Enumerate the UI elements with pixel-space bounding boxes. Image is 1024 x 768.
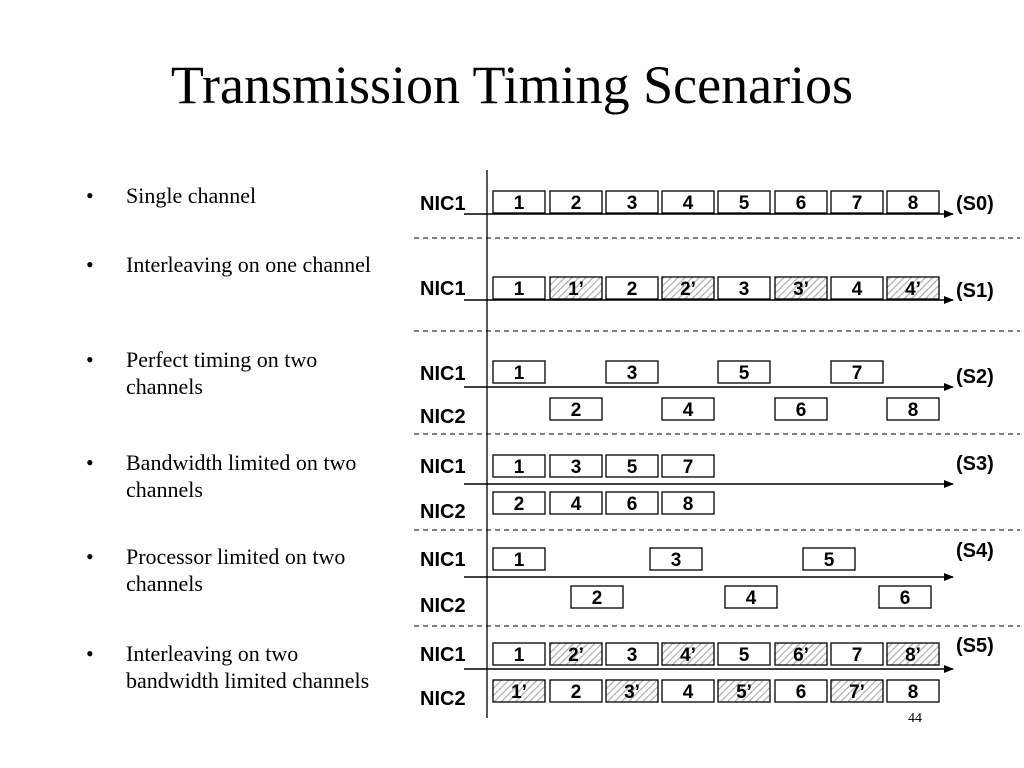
packet-label: 7 (682, 457, 694, 478)
packet-label: 2 (626, 279, 638, 300)
packet-label: 1 (513, 550, 525, 571)
packet-label: 1 (513, 193, 525, 214)
packet-label: 4 (682, 400, 694, 421)
bullet-dot: • (86, 450, 94, 475)
packet-label: 3 (570, 457, 582, 478)
packet-label: 8’ (905, 645, 921, 666)
packet-label: 2’ (680, 279, 696, 300)
packet-label: 8 (907, 400, 919, 421)
packet-label: 5 (738, 363, 750, 384)
packet-label: 6 (899, 588, 911, 609)
packet-label: 4 (745, 588, 757, 609)
bullet-dot: • (86, 544, 94, 569)
bullet-dot: • (86, 641, 94, 666)
packet-label: 2 (570, 193, 582, 214)
packet-label: 7’ (849, 682, 865, 703)
packet-label: 6 (795, 400, 807, 421)
packet-label: 3’ (624, 682, 640, 703)
packet-label: 6’ (793, 645, 809, 666)
packet-label: 6 (626, 494, 638, 515)
bullet-text: Interleaving on one channel (126, 252, 371, 277)
packet-label: 4 (682, 682, 694, 703)
packet-label: 2 (591, 588, 603, 609)
nic-label: NIC1 (420, 456, 466, 478)
scenario-label: (S4) (956, 540, 994, 562)
bullet-text: Processor limited on two channels (126, 544, 346, 596)
scenario-label: (S2) (956, 366, 994, 388)
packet-label: 7 (851, 363, 863, 384)
bullet-text: Interleaving on two bandwidth limited channels (126, 641, 370, 693)
nic-label: NIC2 (420, 406, 466, 428)
packet-label: 4 (682, 193, 694, 214)
packet-label: 3 (626, 193, 638, 214)
packet-label: 4’ (680, 645, 696, 666)
scenario-label: (S0) (956, 193, 994, 215)
packet-label: 1 (513, 645, 525, 666)
scenario-label: (S1) (956, 280, 994, 302)
packet-label: 3 (626, 363, 638, 384)
packet-label: 5 (738, 193, 750, 214)
nic-label: NIC1 (420, 278, 466, 300)
packet-label: 7 (851, 193, 863, 214)
nic-label: NIC2 (420, 688, 466, 710)
packet-label: 5 (626, 457, 638, 478)
packet-label: 6 (795, 193, 807, 214)
bullet-dot: • (86, 183, 94, 208)
nic-label: NIC1 (420, 644, 466, 666)
bullet-text: Single channel (126, 183, 257, 208)
nic-label: NIC2 (420, 595, 466, 617)
packet-label: 8 (907, 193, 919, 214)
nic-label: NIC1 (420, 193, 466, 215)
scenario-label: (S5) (956, 635, 994, 657)
slide-title: Transmission Timing Scenarios (170, 55, 854, 115)
packet-label: 1’ (568, 279, 584, 300)
bullet-text: Perfect timing on two channels (126, 347, 318, 399)
packet-label: 4 (570, 494, 582, 515)
packet-label: 4’ (905, 279, 921, 300)
packet-label: 3 (738, 279, 750, 300)
page-number: 44 (908, 711, 922, 726)
packet-label: 1’ (511, 682, 527, 703)
packet-label: 5’ (736, 682, 752, 703)
packet-label: 6 (795, 682, 807, 703)
packet-label: 2’ (568, 645, 584, 666)
packet-label: 7 (851, 645, 863, 666)
packet-label: 1 (513, 457, 525, 478)
packet-label: 3 (670, 550, 682, 571)
packet-label: 3 (626, 645, 638, 666)
packet-label: 8 (907, 682, 919, 703)
nic-label: NIC1 (420, 549, 466, 571)
packet-label: 2 (513, 494, 525, 515)
packet-label: 3’ (793, 279, 809, 300)
bullet-dot: • (86, 347, 94, 372)
bullet-dot: • (86, 252, 94, 277)
packet-label: 2 (570, 682, 582, 703)
nic-label: NIC2 (420, 501, 466, 523)
packet-label: 5 (738, 645, 750, 666)
scenario-label: (S3) (956, 453, 994, 475)
packet-label: 4 (851, 279, 863, 300)
packet-label: 5 (823, 550, 835, 571)
nic-label: NIC1 (420, 363, 466, 385)
packet-label: 8 (682, 494, 694, 515)
packet-label: 1 (513, 363, 525, 384)
packet-label: 2 (570, 400, 582, 421)
packet-label: 1 (513, 279, 525, 300)
bullet-text: Bandwidth limited on two channels (126, 450, 357, 502)
